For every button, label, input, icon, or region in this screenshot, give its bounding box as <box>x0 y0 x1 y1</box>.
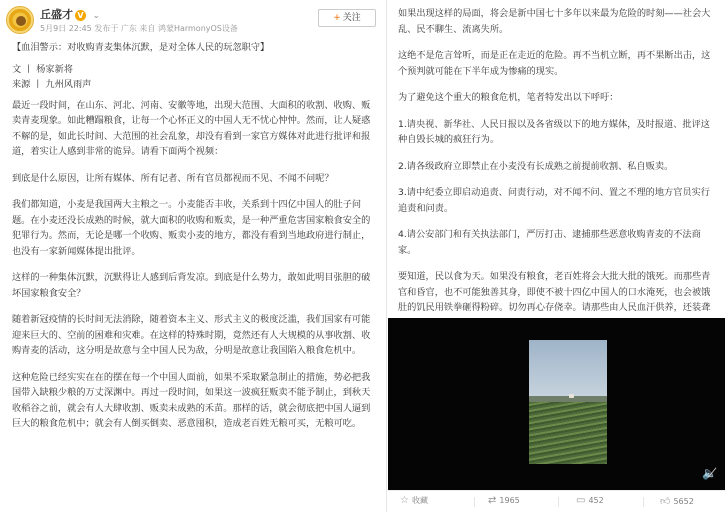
paragraph: 要知道，民以食为天。如果没有粮食，老百姓将会大批大批的饿死。而那些青官和昏官，也不可能独善其身，即使不被十四亿中国人的口水淹死，也会被饿肚的饥民用铁拳砸得粉碎。切勿再心存侥幸。请那些由人民血汗供养，还装聋 <box>398 269 713 331</box>
action-bar <box>388 490 725 512</box>
repost-button[interactable]: ⇄ 1965 <box>488 495 520 506</box>
post-header <box>0 0 386 40</box>
byline-source: 来源 丨 九州风雨声 <box>12 79 92 90</box>
paragraph: 随着新冠疫情的长时间无法消除，随着资本主义、形式主义的极度泛滥，我们国家有可能迎来巨大的、空前的困难和灾难。在这样的特殊时期，竟然还有人大规模的从事收割、收购青麦的活动，这分明是故意与全中国人民为敌，分明是故意让我国陷入粮食危机中。 <box>12 314 371 356</box>
post-meta: 5月9日 22:45 发布于 广东 来自 鸿蒙HarmonyOS设备 <box>40 24 238 33</box>
post-body <box>0 40 386 432</box>
paragraph: 如果出现这样的局面，将会是新中国七十多年以来最为危险的时刻——社会大乱、民不聊生、流离失所。 <box>398 8 711 35</box>
star-icon: ☆ <box>400 495 409 506</box>
appeal-item-3: 3.请中纪委立即启动追责、问责行动，对不闻不问、置之不理的地方官员实行追责和问责。 <box>398 187 710 214</box>
comment-icon: ▭ <box>576 495 586 506</box>
paragraph: 这种危险已经实实在在的摆在每一个中国人面前，如果不采取紧急制止的措施，势必把我国带入缺粮少粮的万丈深渊中。再过一段时间，如果这一波疯狂贩卖不能予制止，到秋天收稻谷之前，就会有人大肆收割、贩卖未成熟的禾苗。那样的话，就会彻底把中国人逼到巨大的粮食危机中；就会有人倒买倒卖、恶意囤积，造成老百姓无粮可买，无粮可吃。 <box>12 371 371 429</box>
paragraph: 这绝不是危言耸听，而是正在走近的危险。再不当机立断，再不果断出击，这个预判就可能在下半年成为惨痛的现实。 <box>398 50 711 77</box>
paragraph: 到底是什么原因，让所有媒体、所有记者、所有官员都视而不见、不闻不问呢？ <box>12 172 334 184</box>
paragraph: 为了避免这个重大的粮食危机，笔者特发出以下呼吁： <box>398 92 619 103</box>
paragraph: 这样的一种集体沉默，沉默得让人感到后背发凉。到底是什么势力，敢如此明目张胆的破坏国家粮食安全？ <box>12 272 371 299</box>
appeal-item-4: 4.请公安部门和有关执法部门，严厉打击、逮捕那些恶意收购青麦的不法商家。 <box>398 229 701 256</box>
avatar[interactable] <box>6 6 34 34</box>
author-name-row <box>40 6 100 22</box>
appeal-item-2: 2.请各级政府立即禁止在小麦没有长成熟之前提前收割、私自贩卖。 <box>398 160 674 172</box>
video-player[interactable] <box>388 318 725 490</box>
video-frame <box>529 340 607 464</box>
like-icon: 👍︎ <box>660 496 671 507</box>
article-headline: 【血泪警示：对收购青麦集体沉默，是对全体人民的玩忽职守】 <box>12 42 270 53</box>
author-name[interactable]: 丘盛才 <box>40 8 73 21</box>
chevron-down-icon[interactable]: ⌄ <box>92 11 100 20</box>
verified-badge-icon: V <box>75 10 86 21</box>
favorite-button[interactable]: ☆ 收藏 <box>400 495 428 506</box>
like-button[interactable]: 👍︎ 5652 <box>660 496 694 507</box>
right-post-panel <box>388 0 725 512</box>
post-body-continued <box>388 0 725 331</box>
mute-icon[interactable]: 🔈̸ <box>702 466 717 480</box>
repost-icon: ⇄ <box>488 495 497 506</box>
follow-button[interactable]: + 关注 <box>318 9 376 27</box>
byline-author: 文 丨 杨家新将 <box>12 63 73 75</box>
paragraph: 我们都知道，小麦是我国两大主粮之一。小麦能否丰收，关系到十四亿中国人的肚子问题。在小麦还没长成熟的时候，就大面积的收购和贩卖，是一种严重危害国家粮食安全的犯罪行为。然而，无论是哪一个收购、贩卖小麦的地方，都没有看到当地政府进行制止，也没有一家新闻媒体提出批评。 <box>12 199 371 257</box>
comment-button[interactable]: ▭ 452 <box>576 495 604 506</box>
appeal-item-1: 1.请央视、新华社、人民日报以及各省级以下的地方媒体，及时报道、批评这种自毁长城的疯狂行为。 <box>398 118 710 145</box>
paragraph: 最近一段时间，在山东、河北、河南、安徽等地，出现大范围、大面积的收割、收购、贩卖青麦现象。如此糟蹋粮食，让每一个心怀正义的中国人无不忧心忡忡。然而，让人疑惑不解的是，如此长时间、大范围的社会乱象，却没有看到一家官方媒体对此进行批评和报道，着实让人感到非常的诡异。请看下面两个视频： <box>12 99 371 157</box>
